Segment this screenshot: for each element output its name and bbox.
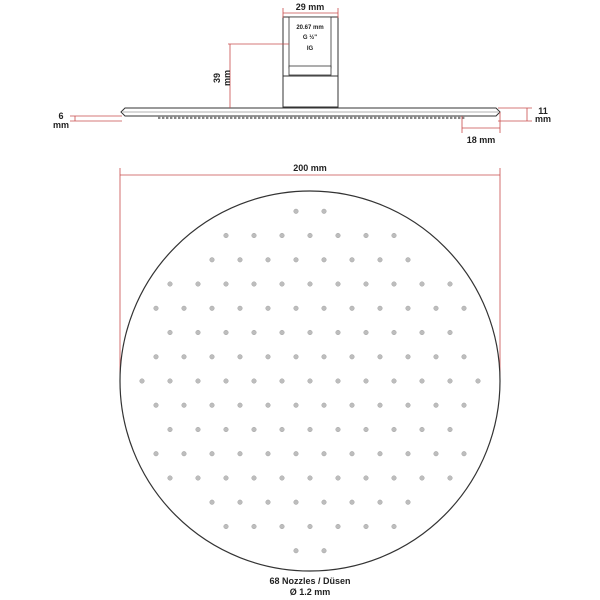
nozzle-dot — [392, 282, 397, 287]
nozzle-dot — [252, 379, 257, 384]
nozzle-dot — [308, 379, 313, 384]
nozzle-bumps-row — [158, 116, 464, 119]
nozzle-dot — [294, 403, 299, 408]
nozzle-dot — [168, 379, 173, 384]
nozzle-dot — [462, 451, 467, 456]
total-height-unit: mm — [534, 114, 552, 124]
nozzle-bump — [342, 116, 344, 119]
nozzle-dot — [280, 427, 285, 432]
nozzle-dot — [196, 476, 201, 481]
nozzle-dot — [434, 403, 439, 408]
nozzle-dot — [476, 379, 481, 384]
nozzle-bump — [378, 116, 380, 119]
nozzle-dot — [392, 476, 397, 481]
nozzle-dot — [252, 282, 257, 287]
nozzle-dot — [280, 330, 285, 335]
nozzle-dot — [280, 476, 285, 481]
nozzle-dot — [350, 306, 355, 311]
nozzle-dot — [350, 403, 355, 408]
nozzle-bump — [238, 116, 240, 119]
nozzle-dot — [280, 379, 285, 384]
edge-offset-label: 18 mm — [466, 135, 496, 145]
nozzle-bump — [182, 116, 184, 119]
nozzle-dot — [266, 355, 271, 360]
nozzle-bump — [354, 116, 356, 119]
nozzle-dot — [294, 548, 299, 553]
nozzle-bump — [194, 116, 196, 119]
nozzle-dot — [252, 427, 257, 432]
nozzle-dot — [182, 403, 187, 408]
nozzle-bump — [362, 116, 364, 119]
nozzle-dot — [224, 233, 229, 238]
nozzle-dot — [392, 524, 397, 529]
nozzle-bump — [458, 116, 460, 119]
nozzle-dot — [308, 427, 313, 432]
nozzle-bump — [270, 116, 272, 119]
nozzle-dot — [322, 548, 327, 553]
nozzle-bump — [158, 116, 160, 119]
nozzle-dot — [210, 355, 215, 360]
nozzle-bump — [214, 116, 216, 119]
nozzle-dot — [252, 476, 257, 481]
nozzle-bump — [230, 116, 232, 119]
nozzle-dot — [322, 209, 327, 214]
nozzle-bump — [314, 116, 316, 119]
nozzle-dot — [252, 330, 257, 335]
nozzle-bump — [318, 116, 320, 119]
nozzle-dot — [336, 427, 341, 432]
nozzle-dot — [140, 379, 145, 384]
side-view — [53, 2, 551, 145]
nozzle-bump — [234, 116, 236, 119]
nozzle-bump — [334, 116, 336, 119]
nozzle-dot — [406, 258, 411, 263]
nozzle-bump — [402, 116, 404, 119]
nozzle-dot — [322, 258, 327, 263]
nozzle-dot — [182, 355, 187, 360]
nozzle-dot — [448, 427, 453, 432]
nozzle-dot — [266, 306, 271, 311]
nozzle-diameter-caption: Ø 1.2 mm — [289, 587, 331, 597]
nozzle-dot — [294, 306, 299, 311]
nozzle-dot — [462, 355, 467, 360]
nozzle-dot — [154, 306, 159, 311]
nozzle-dot — [224, 524, 229, 529]
nozzle-dot — [168, 476, 173, 481]
diameter-label: 200 mm — [293, 163, 327, 173]
nozzle-dot — [420, 476, 425, 481]
nozzle-dot — [280, 233, 285, 238]
nozzle-dot — [308, 330, 313, 335]
nozzle-dot — [448, 282, 453, 287]
nozzle-dot — [154, 355, 159, 360]
nozzle-bump — [390, 116, 392, 119]
nozzle-bump — [198, 116, 200, 119]
nozzle-bump — [286, 116, 288, 119]
nozzle-dot — [294, 451, 299, 456]
nozzle-bump — [370, 116, 372, 119]
nozzle-bump — [170, 116, 172, 119]
nozzle-bump — [454, 116, 456, 119]
nozzle-dot — [448, 330, 453, 335]
thread-diameter-label: 20.67 mm — [296, 25, 324, 31]
nozzle-dot — [364, 524, 369, 529]
nozzle-bump — [434, 116, 436, 119]
nozzle-bump — [186, 116, 188, 119]
nozzle-bump — [218, 116, 220, 119]
nozzle-dot — [378, 355, 383, 360]
nozzle-dot — [448, 476, 453, 481]
nozzle-dot — [392, 233, 397, 238]
nozzle-bump — [414, 116, 416, 119]
nozzle-dot — [350, 451, 355, 456]
nozzle-dot — [266, 500, 271, 505]
nozzle-bump — [426, 116, 428, 119]
nozzle-dot — [224, 330, 229, 335]
thread-gender-label: IG — [306, 46, 314, 52]
nozzle-dot — [210, 451, 215, 456]
nozzle-bump — [226, 116, 228, 119]
nozzle-dot — [336, 233, 341, 238]
nozzle-dot — [294, 355, 299, 360]
nozzle-dot — [266, 403, 271, 408]
connector-height-unit: mm — [222, 69, 232, 87]
nozzle-dot — [462, 306, 467, 311]
nozzle-dot — [182, 306, 187, 311]
nozzle-dot — [266, 451, 271, 456]
connector-width-label: 29 mm — [295, 2, 325, 12]
nozzle-bump — [162, 116, 164, 119]
nozzle-dot — [196, 379, 201, 384]
nozzle-dot — [420, 330, 425, 335]
nozzle-dot — [210, 258, 215, 263]
nozzle-dot — [364, 476, 369, 481]
nozzle-dot — [238, 258, 243, 263]
nozzle-bump — [350, 116, 352, 119]
nozzle-dot — [238, 500, 243, 505]
nozzle-bump — [190, 116, 192, 119]
nozzle-dot — [154, 451, 159, 456]
nozzle-dot — [392, 330, 397, 335]
nozzle-dot — [364, 330, 369, 335]
plate-thickness-value: 6 — [58, 111, 64, 121]
nozzle-dot — [224, 427, 229, 432]
nozzle-bump — [222, 116, 224, 119]
nozzle-bump — [290, 116, 292, 119]
nozzle-dot — [294, 209, 299, 214]
nozzle-dot — [196, 282, 201, 287]
nozzle-bump — [210, 116, 212, 119]
nozzle-dot — [308, 282, 313, 287]
nozzle-dot — [434, 306, 439, 311]
nozzle-bump — [358, 116, 360, 119]
nozzle-dot — [392, 379, 397, 384]
nozzle-bump — [442, 116, 444, 119]
nozzle-dot — [308, 233, 313, 238]
nozzle-bump — [406, 116, 408, 119]
nozzle-dot — [168, 427, 173, 432]
nozzle-bump — [246, 116, 248, 119]
nozzle-bump — [398, 116, 400, 119]
nozzle-dot — [378, 451, 383, 456]
nozzle-dot — [210, 306, 215, 311]
nozzle-dot — [308, 524, 313, 529]
nozzle-dot — [336, 282, 341, 287]
nozzle-dot — [336, 524, 341, 529]
nozzle-dot — [238, 451, 243, 456]
nozzle-bump — [326, 116, 328, 119]
nozzle-dot — [420, 282, 425, 287]
nozzle-bump — [306, 116, 308, 119]
nozzle-bump — [330, 116, 332, 119]
nozzle-dot — [224, 379, 229, 384]
nozzle-dot — [224, 476, 229, 481]
nozzle-dot — [308, 476, 313, 481]
nozzle-dot — [420, 427, 425, 432]
nozzle-dot — [294, 500, 299, 505]
nozzle-dot — [364, 233, 369, 238]
nozzle-dot — [294, 258, 299, 263]
nozzle-bump — [418, 116, 420, 119]
nozzle-dot — [378, 403, 383, 408]
nozzle-dot — [280, 524, 285, 529]
nozzle-bump — [394, 116, 396, 119]
connector-height-value: 39 — [212, 72, 222, 84]
nozzle-dot — [168, 330, 173, 335]
nozzle-dot — [322, 500, 327, 505]
nozzle-dot — [210, 500, 215, 505]
nozzle-dot — [252, 524, 257, 529]
nozzle-dot — [364, 282, 369, 287]
nozzle-bump — [310, 116, 312, 119]
nozzle-dot — [322, 355, 327, 360]
nozzle-count-caption: 68 Nozzles / Düsen — [269, 576, 351, 586]
nozzle-dot — [378, 500, 383, 505]
nozzle-bump — [446, 116, 448, 119]
nozzle-dot — [406, 451, 411, 456]
nozzle-dot — [434, 355, 439, 360]
nozzle-bump — [322, 116, 324, 119]
nozzle-bump — [374, 116, 376, 119]
connector-nut — [289, 66, 331, 75]
nozzle-dot — [238, 403, 243, 408]
nozzle-dot — [322, 451, 327, 456]
nozzle-dot — [406, 500, 411, 505]
nozzle-dot — [238, 355, 243, 360]
nozzle-bump — [382, 116, 384, 119]
nozzle-dot — [168, 282, 173, 287]
nozzle-dot — [448, 379, 453, 384]
nozzle-dot — [196, 427, 201, 432]
top-view — [120, 163, 500, 597]
nozzle-bump — [250, 116, 252, 119]
nozzle-bump — [258, 116, 260, 119]
nozzle-bump — [298, 116, 300, 119]
nozzle-dot — [238, 306, 243, 311]
nozzle-bump — [430, 116, 432, 119]
nozzle-bump — [274, 116, 276, 119]
nozzle-dot — [224, 282, 229, 287]
plate-thickness-unit: mm — [52, 120, 70, 130]
nozzle-bump — [166, 116, 168, 119]
nozzle-bump — [450, 116, 452, 119]
nozzle-bump — [206, 116, 208, 119]
nozzle-bump — [386, 116, 388, 119]
nozzle-bump — [262, 116, 264, 119]
nozzle-dot — [196, 330, 201, 335]
nozzle-bump — [302, 116, 304, 119]
nozzle-dot — [350, 355, 355, 360]
nozzle-dot — [406, 403, 411, 408]
nozzle-dot — [378, 258, 383, 263]
nozzle-dot — [154, 403, 159, 408]
nozzle-bump — [266, 116, 268, 119]
thread-type-label: G ½" — [302, 35, 318, 41]
nozzle-bump — [282, 116, 284, 119]
nozzle-bump — [438, 116, 440, 119]
nozzle-dot — [210, 403, 215, 408]
nozzle-dot — [322, 306, 327, 311]
nozzle-bump — [410, 116, 412, 119]
nozzle-bump — [178, 116, 180, 119]
nozzle-dot — [336, 330, 341, 335]
nozzle-dot — [406, 306, 411, 311]
nozzle-dot — [322, 403, 327, 408]
total-height-value: 11 — [538, 106, 548, 116]
nozzle-dot — [392, 427, 397, 432]
nozzle-dot — [266, 258, 271, 263]
nozzle-dot — [182, 451, 187, 456]
nozzle-bump — [254, 116, 256, 119]
nozzle-dot — [462, 403, 467, 408]
nozzle-bump — [294, 116, 296, 119]
nozzle-dot — [364, 427, 369, 432]
nozzle-dot — [406, 355, 411, 360]
nozzle-bump — [202, 116, 204, 119]
nozzle-bump — [338, 116, 340, 119]
nozzle-dot — [336, 476, 341, 481]
nozzle-bump — [242, 116, 244, 119]
nozzle-dot — [350, 258, 355, 263]
nozzle-dot — [252, 233, 257, 238]
nozzle-dot — [420, 379, 425, 384]
nozzle-bump — [366, 116, 368, 119]
nozzle-bump — [422, 116, 424, 119]
nozzle-dot — [434, 451, 439, 456]
nozzle-dot — [280, 282, 285, 287]
nozzle-dot — [378, 306, 383, 311]
nozzle-dot — [364, 379, 369, 384]
nozzle-dot — [350, 500, 355, 505]
nozzle-bump — [278, 116, 280, 119]
nozzle-bump — [174, 116, 176, 119]
nozzle-dot — [336, 379, 341, 384]
nozzle-bump — [346, 116, 348, 119]
